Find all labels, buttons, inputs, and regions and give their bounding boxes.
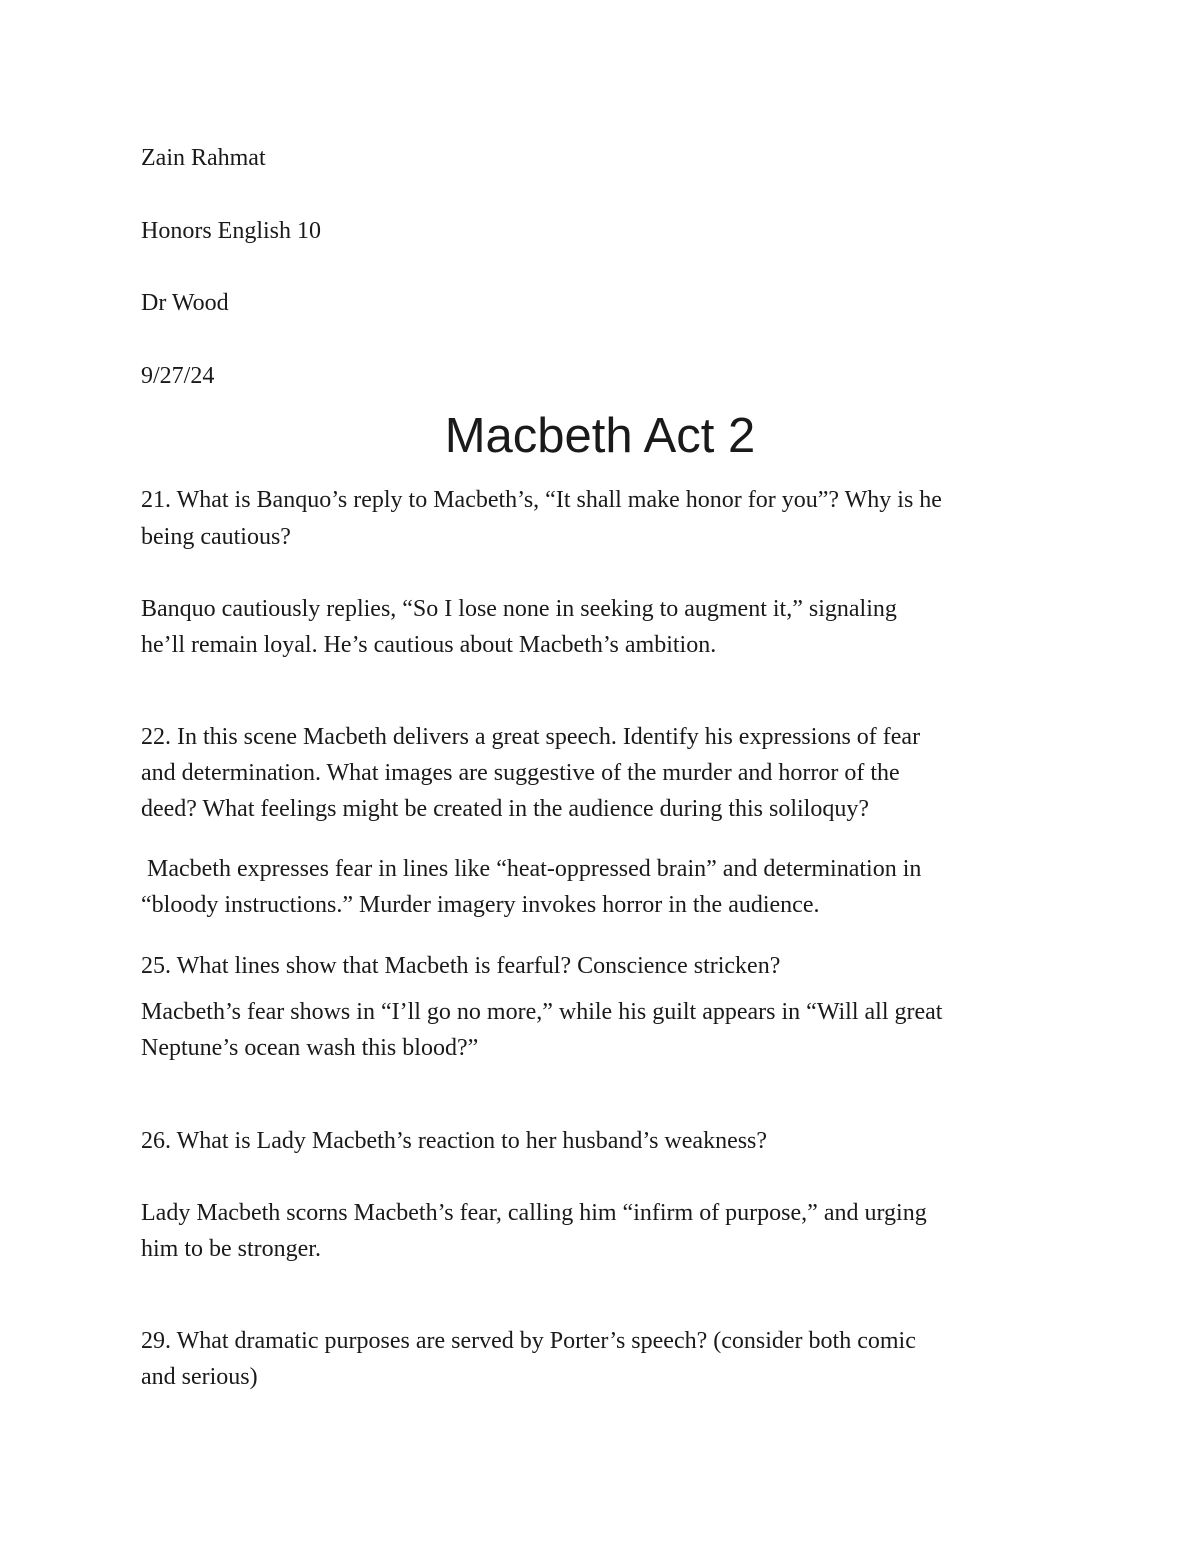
question-22-line-1: 22. In this scene Macbeth delivers a great speech. Identify his expressions of fear [141,724,921,750]
course-name: Honors English 10 [141,218,321,244]
document-title: Macbeth Act 2 [444,409,756,463]
question-29-line-1: 29. What dramatic purposes are served by Porter’s speech? (consider both comic [141,1328,916,1354]
question-21-line-1: 21. What is Banquo’s reply to Macbeth’s, “It shall make honor for you”? Why is he [141,487,942,513]
answer-22-line-1: Macbeth expresses fear in lines like “heat-oppressed brain” and determination in [141,856,922,882]
answer-21-line-1: Banquo cautiously replies, “So I lose none in seeking to augment it,” signaling [141,596,897,622]
student-name: Zain Rahmat [141,145,266,171]
answer-26-line-2: him to be stronger. [141,1236,321,1262]
question-29-line-2: and serious) [141,1364,258,1390]
question-22-line-2: and determination. What images are suggestive of the murder and horror of the [141,760,900,786]
question-22-line-3: deed? What feelings might be created in the audience during this soliloquy? [141,796,869,822]
question-25-line-1: 25. What lines show that Macbeth is fearful? Conscience stricken? [141,953,781,979]
date: 9/27/24 [141,363,215,389]
answer-21-line-2: he’ll remain loyal. He’s cautious about Macbeth’s ambition. [141,632,717,658]
question-26-line-1: 26. What is Lady Macbeth’s reaction to her husband’s weakness? [141,1128,768,1154]
question-21-line-2: being cautious? [141,524,291,550]
answer-22-line-2: “bloody instructions.” Murder imagery invokes horror in the audience. [141,892,820,918]
answer-25-line-1: Macbeth’s fear shows in “I’ll go no more,” while his guilt appears in “Will all great [141,999,943,1025]
answer-26-line-1: Lady Macbeth scorns Macbeth’s fear, calling him “infirm of purpose,” and urging [141,1200,927,1226]
answer-25-line-2: Neptune’s ocean wash this blood?” [141,1035,479,1061]
teacher-name: Dr Wood [141,290,229,316]
